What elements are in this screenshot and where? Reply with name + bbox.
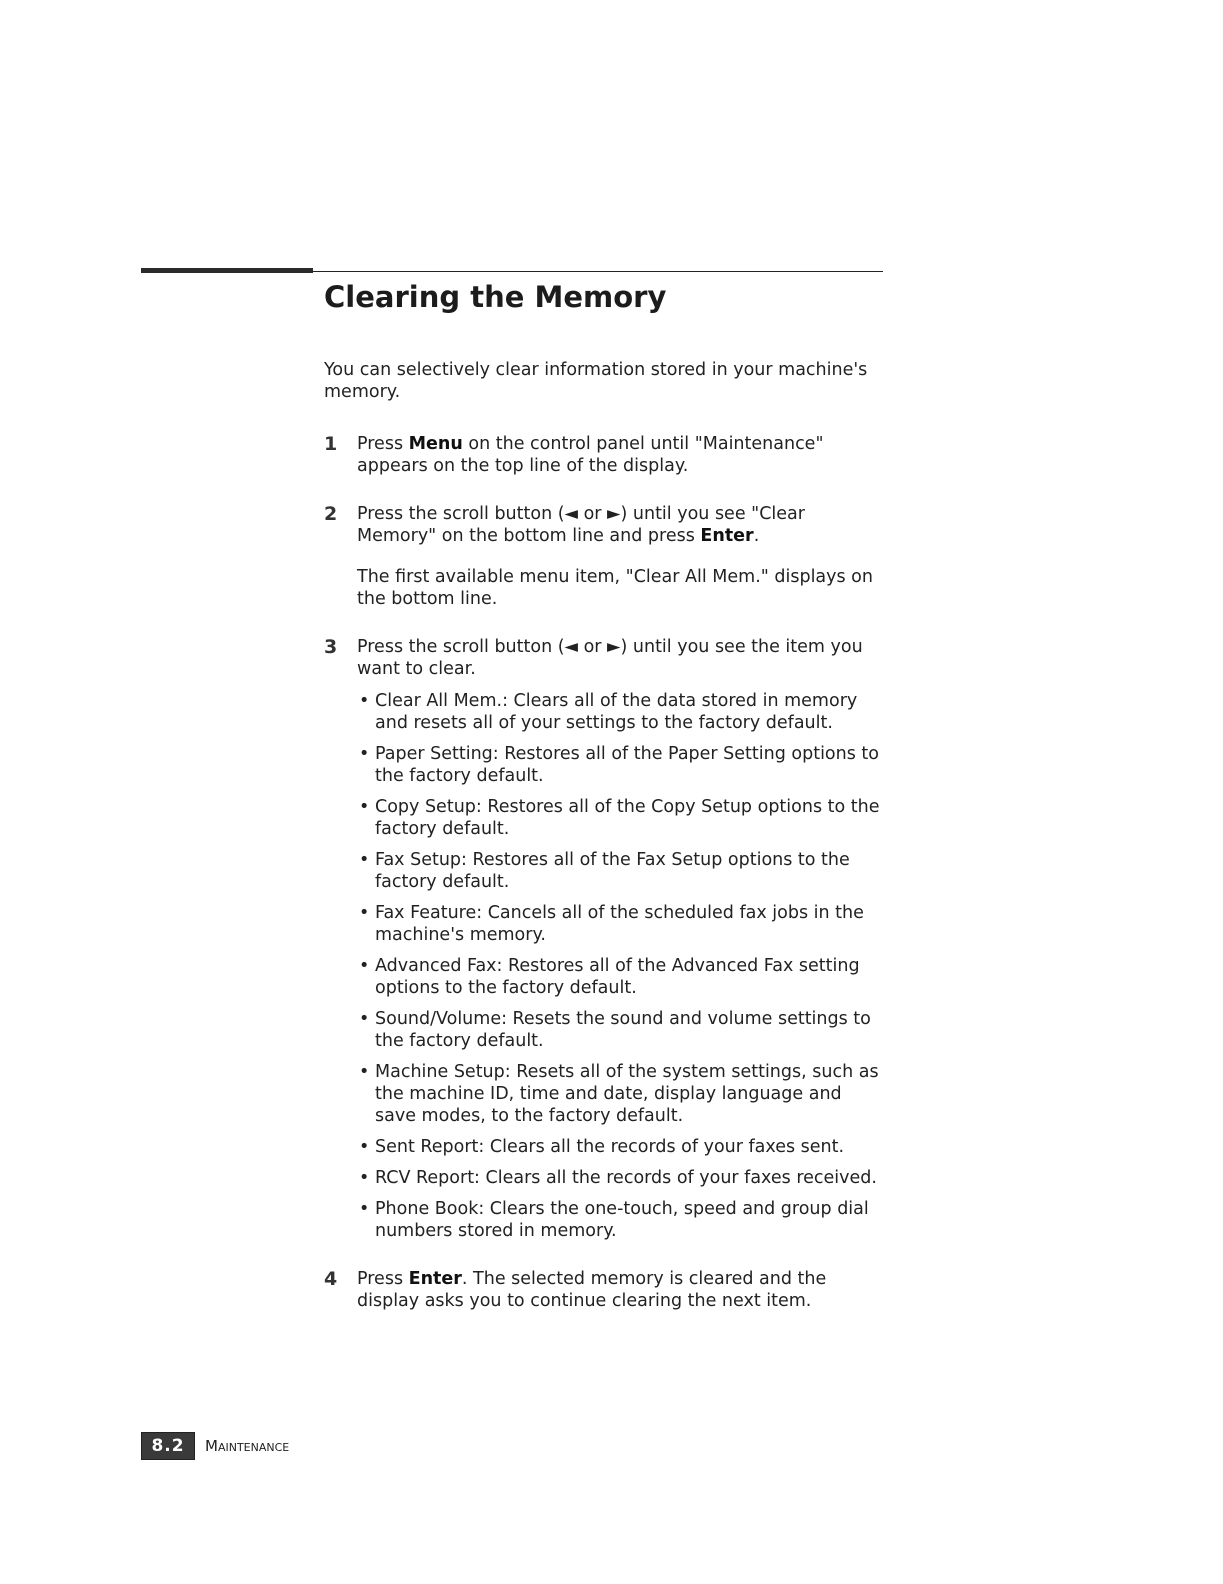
intro-paragraph: You can selectively clear information stored in your machine's memory. bbox=[324, 360, 868, 402]
list-item bbox=[357, 902, 884, 946]
page-number-badge: 8.2 bbox=[141, 1432, 195, 1460]
step-text-part: Press bbox=[357, 434, 409, 454]
list-item bbox=[357, 955, 884, 999]
step-number: 4 bbox=[324, 1268, 338, 1290]
list-item-text: RCV Report: Clears all the records of your faxes received. bbox=[375, 1168, 877, 1188]
step-4 bbox=[324, 1268, 884, 1312]
list-item bbox=[357, 690, 884, 734]
list-item-text: Machine Setup: Resets all of the system settings, such as the machine ID, time and date, display language and save modes, to the factory default. bbox=[375, 1062, 879, 1126]
list-item bbox=[357, 1061, 884, 1127]
bullet-icon: • bbox=[359, 691, 370, 711]
list-item-text: Sent Report: Clears all the records of your faxes sent. bbox=[375, 1137, 845, 1157]
list-item-text: Paper Setting: Restores all of the Paper Setting options to the factory default. bbox=[375, 744, 879, 786]
step-2 bbox=[324, 503, 884, 610]
step-text-part: Press the scroll button (◄ or ►) until you see "Clear Memory" on the bottom line and press bbox=[357, 504, 805, 546]
enter-key-label: Enter bbox=[408, 1269, 462, 1289]
list-item bbox=[357, 849, 884, 893]
step-number: 2 bbox=[324, 503, 338, 525]
step-text: Press the scroll button (◄ or ►) until you see the item you want to clear. bbox=[357, 637, 863, 679]
step-1 bbox=[324, 433, 884, 477]
menu-key-label: Menu bbox=[408, 434, 463, 454]
list-item-text: Phone Book: Clears the one-touch, speed and group dial numbers stored in memory. bbox=[375, 1199, 869, 1241]
list-item-text: Sound/Volume: Resets the sound and volume settings to the factory default. bbox=[375, 1009, 871, 1051]
list-item bbox=[357, 796, 884, 840]
list-item bbox=[357, 1167, 884, 1189]
main-content bbox=[324, 359, 884, 1338]
step-number: 3 bbox=[324, 636, 338, 658]
step-3 bbox=[324, 636, 884, 1242]
page-title: Clearing the Memory bbox=[324, 280, 667, 314]
page-footer bbox=[141, 1432, 289, 1460]
list-item bbox=[357, 743, 884, 787]
step-text-part: on the control panel until "Maintenance" appears on the top line of the display. bbox=[357, 434, 824, 476]
bullet-icon: • bbox=[359, 850, 370, 870]
list-item-text: Fax Setup: Restores all of the Fax Setup options to the factory default. bbox=[375, 850, 850, 892]
step-text bbox=[357, 503, 884, 547]
bullet-icon: • bbox=[359, 903, 370, 923]
step-text bbox=[357, 433, 884, 477]
step-note: The first available menu item, "Clear All Mem." displays on the bottom line. bbox=[357, 567, 873, 609]
bullet-icon: • bbox=[359, 1062, 370, 1082]
bullet-icon: • bbox=[359, 956, 370, 976]
step-text bbox=[357, 1268, 884, 1312]
header-rule-accent bbox=[141, 268, 313, 273]
step-text-part: . The selected memory is cleared and the display asks you to continue clearing the next item. bbox=[357, 1269, 827, 1311]
section-label: Maintenance bbox=[205, 1437, 290, 1455]
list-item bbox=[357, 1008, 884, 1052]
list-item-text: Copy Setup: Restores all of the Copy Setup options to the factory default. bbox=[375, 797, 880, 839]
bullet-icon: • bbox=[359, 797, 370, 817]
list-item bbox=[357, 1136, 884, 1158]
step-number: 1 bbox=[324, 433, 338, 455]
bullet-icon: • bbox=[359, 1199, 370, 1219]
enter-key-label: Enter bbox=[700, 526, 754, 546]
list-item bbox=[357, 1198, 884, 1242]
list-item-text: Fax Feature: Cancels all of the scheduled fax jobs in the machine's memory. bbox=[375, 903, 864, 945]
bullet-icon: • bbox=[359, 1168, 370, 1188]
step-text-part: Press bbox=[357, 1269, 409, 1289]
bullet-icon: • bbox=[359, 744, 370, 764]
list-item-text: Clear All Mem.: Clears all of the data stored in memory and resets all of your settings to the factory default. bbox=[375, 691, 858, 733]
step-text-part: . bbox=[753, 526, 760, 546]
bullet-icon: • bbox=[359, 1137, 370, 1157]
bullet-icon: • bbox=[359, 1009, 370, 1029]
list-item-text: Advanced Fax: Restores all of the Advanced Fax setting options to the factory default. bbox=[375, 956, 860, 998]
memory-items-list bbox=[357, 690, 884, 1242]
